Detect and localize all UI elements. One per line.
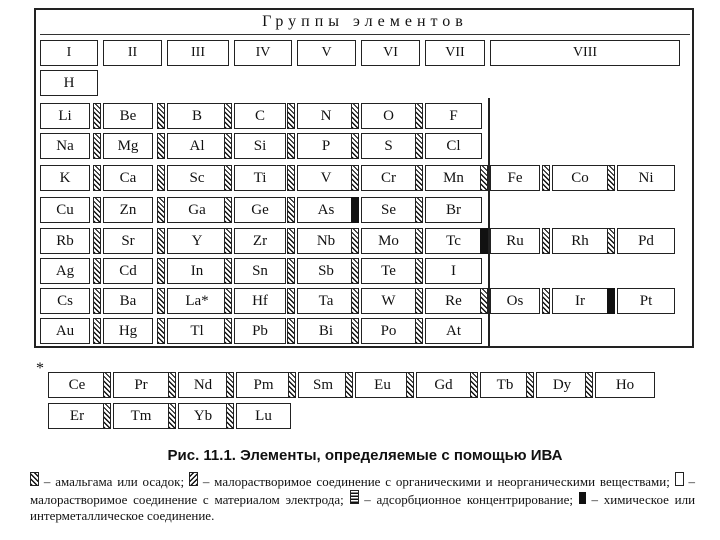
- element-cell-rh: Rh: [552, 228, 608, 254]
- hatch-marker-icon: [157, 197, 165, 223]
- hatch-marker-icon: [93, 288, 101, 314]
- group-header-4: IV: [234, 40, 292, 66]
- hatch-marker-icon: [287, 197, 295, 223]
- hatch-marker-icon: [607, 228, 615, 254]
- element-cell-rb: Rb: [40, 228, 90, 254]
- element-cell-cl: Cl: [425, 133, 482, 159]
- legend-text-4: – адсорбционное концентрирование;: [364, 492, 573, 507]
- element-cell-ir: Ir: [552, 288, 608, 314]
- element-cell-ni: Ni: [617, 165, 675, 191]
- element-cell-ru: Ru: [490, 228, 540, 254]
- hatch-marker-icon: [415, 197, 423, 223]
- hatch-marker-icon: [93, 133, 101, 159]
- hatch-marker-icon: [103, 372, 111, 398]
- group-header-5: V: [297, 40, 356, 66]
- lanthanide-cell-er: Er: [48, 403, 106, 429]
- hatch-marker-icon: [607, 165, 615, 191]
- element-cell-ta: Ta: [297, 288, 355, 314]
- hatch-marker-icon: [157, 288, 165, 314]
- hatch-marker-icon: [415, 228, 423, 254]
- element-cell-h: H: [40, 70, 98, 96]
- group-header-2: II: [103, 40, 162, 66]
- hatch-marker-icon: [157, 318, 165, 344]
- element-cell-li: Li: [40, 103, 90, 129]
- legend-text-5: – химическое или интерметаллическое соединение.: [30, 492, 696, 523]
- element-cell-nb: Nb: [297, 228, 355, 254]
- hatch-marker-icon: [351, 228, 359, 254]
- hatch-marker-icon: [415, 165, 423, 191]
- hatch-marker-icon: [542, 228, 550, 254]
- hatch-marker-icon: [287, 228, 295, 254]
- lanthanide-marker: *: [36, 360, 44, 377]
- element-cell-po: Po: [361, 318, 416, 344]
- legend-text-2: – малорастворимое соединение с органическими и неорганическими веществами;: [202, 474, 670, 489]
- element-cell-zn: Zn: [103, 197, 153, 223]
- element-cell-as: As: [297, 197, 355, 223]
- element-cell-cr: Cr: [361, 165, 416, 191]
- legend-text-3: – малорастворимое соединение с материалом электрода;: [30, 474, 696, 507]
- element-cell-sn: Sn: [234, 258, 286, 284]
- element-cell-co: Co: [552, 165, 608, 191]
- hatch-marker-icon: [93, 318, 101, 344]
- element-cell-ag: Ag: [40, 258, 90, 284]
- hatch-marker-icon: [351, 133, 359, 159]
- hatch-marker-icon: [93, 165, 101, 191]
- lanthanide-cell-pm: Pm: [236, 372, 291, 398]
- lanthanide-cell-dy: Dy: [536, 372, 588, 398]
- hatch-marker-icon: [287, 133, 295, 159]
- element-cell-ba: Ba: [103, 288, 153, 314]
- group-header-1: I: [40, 40, 98, 66]
- element-cell-p: P: [297, 133, 355, 159]
- hatch-marker-icon: [585, 372, 593, 398]
- hatch-marker-icon: [287, 103, 295, 129]
- lanthanide-cell-gd: Gd: [416, 372, 471, 398]
- hatch-marker-icon: [351, 288, 359, 314]
- element-cell-w: W: [361, 288, 416, 314]
- group-header-3: III: [167, 40, 229, 66]
- element-cell-hg: Hg: [103, 318, 153, 344]
- element-cell-bi: Bi: [297, 318, 355, 344]
- hatch-marker-icon: [93, 103, 101, 129]
- solid-marker-icon: [351, 197, 359, 223]
- hatch-marker-icon: [287, 165, 295, 191]
- lanthanide-cell-tm: Tm: [113, 403, 169, 429]
- hatch-marker-icon: [93, 228, 101, 254]
- hatch-marker-icon: [542, 288, 550, 314]
- element-cell-i: I: [425, 258, 482, 284]
- solid-legend-icon: [579, 492, 586, 504]
- hatch-marker-icon: [526, 372, 534, 398]
- hatch-marker-icon: [224, 288, 232, 314]
- hatch-marker-icon: [470, 372, 478, 398]
- element-cell-sb: Sb: [297, 258, 355, 284]
- element-cell-ca: Ca: [103, 165, 153, 191]
- element-cell-la-star: La*: [167, 288, 227, 314]
- hatch-marker-icon: [224, 165, 232, 191]
- element-cell-s: S: [361, 133, 416, 159]
- element-cell-y: Y: [167, 228, 227, 254]
- element-cell-cd: Cd: [103, 258, 153, 284]
- hatch-marker-icon: [415, 103, 423, 129]
- hatch-marker-icon: [406, 372, 414, 398]
- solid-marker-icon: [480, 228, 488, 254]
- solid-marker-icon: [607, 288, 615, 314]
- element-cell-in: In: [167, 258, 227, 284]
- lanthanide-cell-nd: Nd: [178, 372, 228, 398]
- element-cell-te: Te: [361, 258, 416, 284]
- hatch-marker-icon: [287, 288, 295, 314]
- hatch-marker-icon: [224, 197, 232, 223]
- hatch-marker-icon: [287, 258, 295, 284]
- element-cell-sc: Sc: [167, 165, 227, 191]
- element-cell-ga: Ga: [167, 197, 227, 223]
- element-cell-o: O: [361, 103, 416, 129]
- hatch-marker-icon: [415, 258, 423, 284]
- hatch-legend-icon-2: [189, 472, 198, 486]
- lanthanide-cell-sm: Sm: [298, 372, 348, 398]
- hatch-marker-icon: [157, 228, 165, 254]
- element-cell-at: At: [425, 318, 482, 344]
- hatch-marker-icon: [226, 403, 234, 429]
- hatch-marker-icon: [168, 403, 176, 429]
- hatch-marker-icon: [103, 403, 111, 429]
- hatch-marker-icon: [168, 372, 176, 398]
- open-box-legend-icon: [675, 472, 684, 486]
- lanthanide-cell-lu: Lu: [236, 403, 291, 429]
- element-cell-hf: Hf: [234, 288, 286, 314]
- figure-caption: Рис. 11.1. Элементы, определяемые с помощью ИВА: [167, 447, 563, 464]
- element-cell-mo: Mo: [361, 228, 416, 254]
- element-cell-fe: Fe: [490, 165, 540, 191]
- element-cell-mg: Mg: [103, 133, 153, 159]
- hatch-marker-icon: [288, 372, 296, 398]
- hatch-marker-icon: [224, 258, 232, 284]
- hatch-marker-icon: [224, 228, 232, 254]
- lanthanide-cell-tb: Tb: [480, 372, 530, 398]
- dotted-legend-icon: [350, 490, 359, 504]
- element-cell-be: Be: [103, 103, 153, 129]
- element-cell-zr: Zr: [234, 228, 286, 254]
- element-cell-tl: Tl: [167, 318, 227, 344]
- legend: [30, 472, 695, 524]
- element-cell-al: Al: [167, 133, 227, 159]
- hatch-marker-icon: [351, 103, 359, 129]
- element-cell-n: N: [297, 103, 355, 129]
- hatch-marker-icon: [480, 288, 488, 314]
- element-cell-v: V: [297, 165, 355, 191]
- element-cell-c: C: [234, 103, 286, 129]
- lanthanide-cell-ce: Ce: [48, 372, 106, 398]
- group-header-7: VII: [425, 40, 485, 66]
- element-cell-b: B: [167, 103, 227, 129]
- element-cell-au: Au: [40, 318, 90, 344]
- element-cell-cu: Cu: [40, 197, 90, 223]
- element-cell-sr: Sr: [103, 228, 153, 254]
- hatch-marker-icon: [157, 103, 165, 129]
- lanthanide-cell-ho: Ho: [595, 372, 655, 398]
- lanthanide-cell-pr: Pr: [113, 372, 169, 398]
- hatch-marker-icon: [93, 197, 101, 223]
- hatch-marker-icon: [224, 318, 232, 344]
- element-cell-pb: Pb: [234, 318, 286, 344]
- element-cell-tc: Tc: [425, 228, 482, 254]
- lanthanide-cell-yb: Yb: [178, 403, 228, 429]
- hatch-marker-icon: [351, 165, 359, 191]
- legend-text-1: – амальгама или осадок;: [43, 474, 185, 489]
- hatch-marker-icon: [542, 165, 550, 191]
- element-cell-cs: Cs: [40, 288, 90, 314]
- element-cell-ti: Ti: [234, 165, 286, 191]
- lanthanide-cell-eu: Eu: [355, 372, 410, 398]
- hatch-marker-icon: [415, 133, 423, 159]
- element-cell-f: F: [425, 103, 482, 129]
- hatch-marker-icon: [287, 318, 295, 344]
- hatch-marker-icon: [480, 165, 488, 191]
- hatch-marker-icon: [226, 372, 234, 398]
- element-cell-na: Na: [40, 133, 90, 159]
- hatch-marker-icon: [93, 258, 101, 284]
- hatch-marker-icon: [345, 372, 353, 398]
- hatch-marker-icon: [351, 258, 359, 284]
- element-cell-mn: Mn: [425, 165, 482, 191]
- hatch-marker-icon: [415, 288, 423, 314]
- element-cell-os: Os: [490, 288, 540, 314]
- table-title: Группы элементов: [40, 10, 690, 35]
- element-cell-k: K: [40, 165, 90, 191]
- hatch-marker-icon: [415, 318, 423, 344]
- hatch-marker-icon: [157, 133, 165, 159]
- group-header-6: VI: [361, 40, 420, 66]
- element-cell-pd: Pd: [617, 228, 675, 254]
- hatch-marker-icon: [351, 318, 359, 344]
- hatch-marker-icon: [224, 133, 232, 159]
- element-cell-si: Si: [234, 133, 286, 159]
- table-divider: [488, 98, 490, 348]
- hatch-marker-icon: [157, 258, 165, 284]
- element-cell-re: Re: [425, 288, 482, 314]
- element-cell-br: Br: [425, 197, 482, 223]
- element-cell-se: Se: [361, 197, 416, 223]
- element-cell-pt: Pt: [617, 288, 675, 314]
- hatch-marker-icon: [157, 165, 165, 191]
- hatch-legend-icon: [30, 472, 39, 486]
- hatch-marker-icon: [224, 103, 232, 129]
- element-cell-ge: Ge: [234, 197, 286, 223]
- group-header-8: VIII: [490, 40, 680, 66]
